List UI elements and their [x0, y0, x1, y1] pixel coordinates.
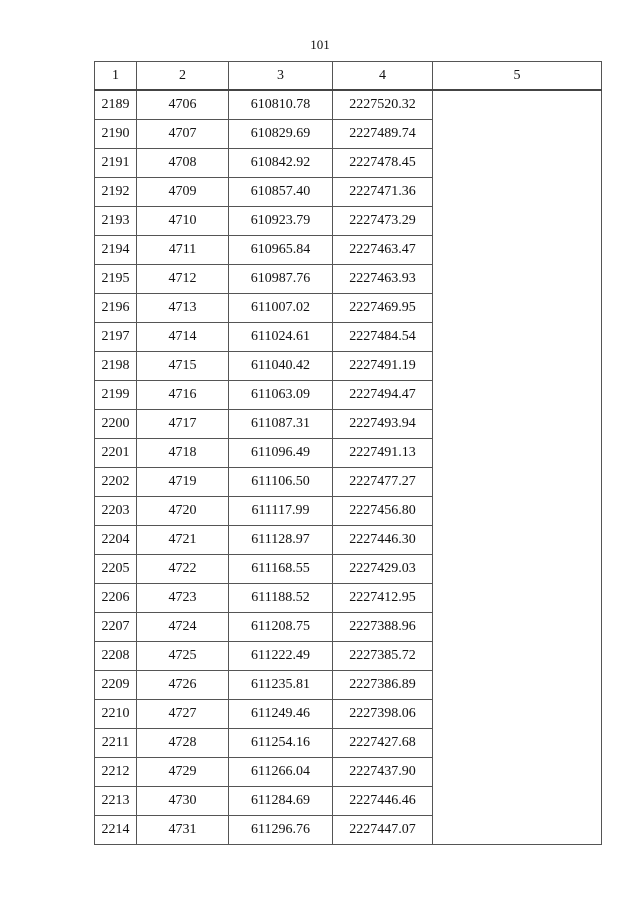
row-number-cell: 2205 — [95, 555, 137, 584]
x-coordinate-cell: 611254.16 — [229, 729, 333, 758]
y-coordinate-cell: 2227429.03 — [333, 555, 433, 584]
table-row — [95, 787, 602, 816]
row-number-cell: 2211 — [95, 729, 137, 758]
y-coordinate-cell: 2227427.68 — [333, 729, 433, 758]
x-coordinate-cell: 611106.50 — [229, 468, 333, 497]
note-cell — [433, 120, 602, 149]
note-cell — [433, 816, 602, 845]
row-number-cell: 2190 — [95, 120, 137, 149]
note-cell — [433, 555, 602, 584]
y-coordinate-cell: 2227469.95 — [333, 294, 433, 323]
table-row — [95, 816, 602, 845]
row-number-cell: 2194 — [95, 236, 137, 265]
point-id-cell: 4729 — [137, 758, 229, 787]
row-number-cell: 2208 — [95, 642, 137, 671]
note-cell — [433, 207, 602, 236]
point-id-cell: 4707 — [137, 120, 229, 149]
row-number-cell: 2209 — [95, 671, 137, 700]
y-coordinate-cell: 2227478.45 — [333, 149, 433, 178]
x-coordinate-cell: 611128.97 — [229, 526, 333, 555]
y-coordinate-cell: 2227491.19 — [333, 352, 433, 381]
y-coordinate-cell: 2227491.13 — [333, 439, 433, 468]
x-coordinate-cell: 611222.49 — [229, 642, 333, 671]
row-number-cell: 2210 — [95, 700, 137, 729]
table-row — [95, 468, 602, 497]
x-coordinate-cell: 611235.81 — [229, 671, 333, 700]
table-row — [95, 294, 602, 323]
header-row — [95, 62, 602, 91]
x-coordinate-cell: 611117.99 — [229, 497, 333, 526]
point-id-cell: 4726 — [137, 671, 229, 700]
table-row — [95, 497, 602, 526]
row-number-cell: 2197 — [95, 323, 137, 352]
table-row — [95, 323, 602, 352]
table-row — [95, 555, 602, 584]
y-coordinate-cell: 2227477.27 — [333, 468, 433, 497]
note-cell — [433, 265, 602, 294]
row-number-cell: 2193 — [95, 207, 137, 236]
note-cell — [433, 729, 602, 758]
y-coordinate-cell: 2227463.47 — [333, 236, 433, 265]
point-id-cell: 4715 — [137, 352, 229, 381]
table-row — [95, 439, 602, 468]
row-number-cell: 2199 — [95, 381, 137, 410]
x-coordinate-cell: 610923.79 — [229, 207, 333, 236]
point-id-cell: 4725 — [137, 642, 229, 671]
point-id-cell: 4728 — [137, 729, 229, 758]
point-id-cell: 4730 — [137, 787, 229, 816]
note-cell — [433, 671, 602, 700]
table-row — [95, 149, 602, 178]
note-cell — [433, 90, 602, 120]
x-coordinate-cell: 611007.02 — [229, 294, 333, 323]
table-row — [95, 236, 602, 265]
point-id-cell: 4731 — [137, 816, 229, 845]
note-cell — [433, 323, 602, 352]
x-coordinate-cell: 611096.49 — [229, 439, 333, 468]
y-coordinate-cell: 2227385.72 — [333, 642, 433, 671]
table-row — [95, 381, 602, 410]
point-id-cell: 4723 — [137, 584, 229, 613]
table-row — [95, 207, 602, 236]
note-cell — [433, 294, 602, 323]
x-coordinate-cell: 611249.46 — [229, 700, 333, 729]
point-id-cell: 4718 — [137, 439, 229, 468]
row-number-cell: 2214 — [95, 816, 137, 845]
note-cell — [433, 410, 602, 439]
y-coordinate-cell: 2227473.29 — [333, 207, 433, 236]
note-cell — [433, 584, 602, 613]
row-number-cell: 2189 — [95, 90, 137, 120]
note-cell — [433, 497, 602, 526]
column-header-3: 3 — [229, 62, 333, 91]
note-cell — [433, 149, 602, 178]
row-number-cell: 2206 — [95, 584, 137, 613]
column-header-4: 4 — [333, 62, 433, 91]
x-coordinate-cell: 611208.75 — [229, 613, 333, 642]
row-number-cell: 2192 — [95, 178, 137, 207]
point-id-cell: 4720 — [137, 497, 229, 526]
x-coordinate-cell: 610829.69 — [229, 120, 333, 149]
x-coordinate-cell: 611296.76 — [229, 816, 333, 845]
note-cell — [433, 352, 602, 381]
x-coordinate-cell: 611284.69 — [229, 787, 333, 816]
column-header-2: 2 — [137, 62, 229, 91]
point-id-cell: 4710 — [137, 207, 229, 236]
x-coordinate-cell: 611063.09 — [229, 381, 333, 410]
column-header-5: 5 — [433, 62, 602, 91]
y-coordinate-cell: 2227398.06 — [333, 700, 433, 729]
note-cell — [433, 381, 602, 410]
table-row — [95, 729, 602, 758]
note-cell — [433, 700, 602, 729]
x-coordinate-cell: 611040.42 — [229, 352, 333, 381]
row-number-cell: 2200 — [95, 410, 137, 439]
x-coordinate-cell: 611087.31 — [229, 410, 333, 439]
y-coordinate-cell: 2227489.74 — [333, 120, 433, 149]
y-coordinate-cell: 2227463.93 — [333, 265, 433, 294]
point-id-cell: 4712 — [137, 265, 229, 294]
x-coordinate-cell: 611024.61 — [229, 323, 333, 352]
point-id-cell: 4714 — [137, 323, 229, 352]
table-row — [95, 642, 602, 671]
x-coordinate-cell: 611168.55 — [229, 555, 333, 584]
y-coordinate-cell: 2227493.94 — [333, 410, 433, 439]
table-row — [95, 671, 602, 700]
table-row — [95, 352, 602, 381]
row-number-cell: 2191 — [95, 149, 137, 178]
note-cell — [433, 468, 602, 497]
table-row — [95, 410, 602, 439]
note-cell — [433, 526, 602, 555]
row-number-cell: 2213 — [95, 787, 137, 816]
table-row — [95, 178, 602, 207]
point-id-cell: 4722 — [137, 555, 229, 584]
row-number-cell: 2202 — [95, 468, 137, 497]
y-coordinate-cell: 2227484.54 — [333, 323, 433, 352]
point-id-cell: 4713 — [137, 294, 229, 323]
table-row — [95, 90, 602, 120]
note-cell — [433, 236, 602, 265]
note-cell — [433, 439, 602, 468]
y-coordinate-cell: 2227447.07 — [333, 816, 433, 845]
x-coordinate-cell: 611188.52 — [229, 584, 333, 613]
y-coordinate-cell: 2227412.95 — [333, 584, 433, 613]
y-coordinate-cell: 2227456.80 — [333, 497, 433, 526]
point-id-cell: 4719 — [137, 468, 229, 497]
x-coordinate-cell: 610810.78 — [229, 90, 333, 120]
point-id-cell: 4708 — [137, 149, 229, 178]
note-cell — [433, 642, 602, 671]
row-number-cell: 2204 — [95, 526, 137, 555]
x-coordinate-cell: 610987.76 — [229, 265, 333, 294]
y-coordinate-cell: 2227388.96 — [333, 613, 433, 642]
table-row — [95, 613, 602, 642]
y-coordinate-cell: 2227520.32 — [333, 90, 433, 120]
point-id-cell: 4724 — [137, 613, 229, 642]
point-id-cell: 4709 — [137, 178, 229, 207]
table-row — [95, 120, 602, 149]
point-id-cell: 4721 — [137, 526, 229, 555]
note-cell — [433, 613, 602, 642]
row-number-cell: 2201 — [95, 439, 137, 468]
y-coordinate-cell: 2227471.36 — [333, 178, 433, 207]
y-coordinate-cell: 2227437.90 — [333, 758, 433, 787]
note-cell — [433, 758, 602, 787]
table-row — [95, 265, 602, 294]
point-id-cell: 4716 — [137, 381, 229, 410]
point-id-cell: 4711 — [137, 236, 229, 265]
table-body — [95, 90, 602, 845]
row-number-cell: 2198 — [95, 352, 137, 381]
note-cell — [433, 178, 602, 207]
row-number-cell: 2195 — [95, 265, 137, 294]
table-row — [95, 526, 602, 555]
row-number-cell: 2203 — [95, 497, 137, 526]
note-cell — [433, 787, 602, 816]
table-row — [95, 700, 602, 729]
y-coordinate-cell: 2227386.89 — [333, 671, 433, 700]
y-coordinate-cell: 2227446.30 — [333, 526, 433, 555]
x-coordinate-cell: 610965.84 — [229, 236, 333, 265]
table-header — [95, 62, 602, 91]
coordinates-table — [94, 61, 602, 845]
point-id-cell: 4706 — [137, 90, 229, 120]
row-number-cell: 2212 — [95, 758, 137, 787]
x-coordinate-cell: 610842.92 — [229, 149, 333, 178]
x-coordinate-cell: 611266.04 — [229, 758, 333, 787]
y-coordinate-cell: 2227446.46 — [333, 787, 433, 816]
y-coordinate-cell: 2227494.47 — [333, 381, 433, 410]
page-number: 101 — [310, 37, 330, 52]
x-coordinate-cell: 610857.40 — [229, 178, 333, 207]
column-header-1: 1 — [95, 62, 137, 91]
point-id-cell: 4717 — [137, 410, 229, 439]
row-number-cell: 2207 — [95, 613, 137, 642]
row-number-cell: 2196 — [95, 294, 137, 323]
table-row — [95, 584, 602, 613]
table-row — [95, 758, 602, 787]
point-id-cell: 4727 — [137, 700, 229, 729]
